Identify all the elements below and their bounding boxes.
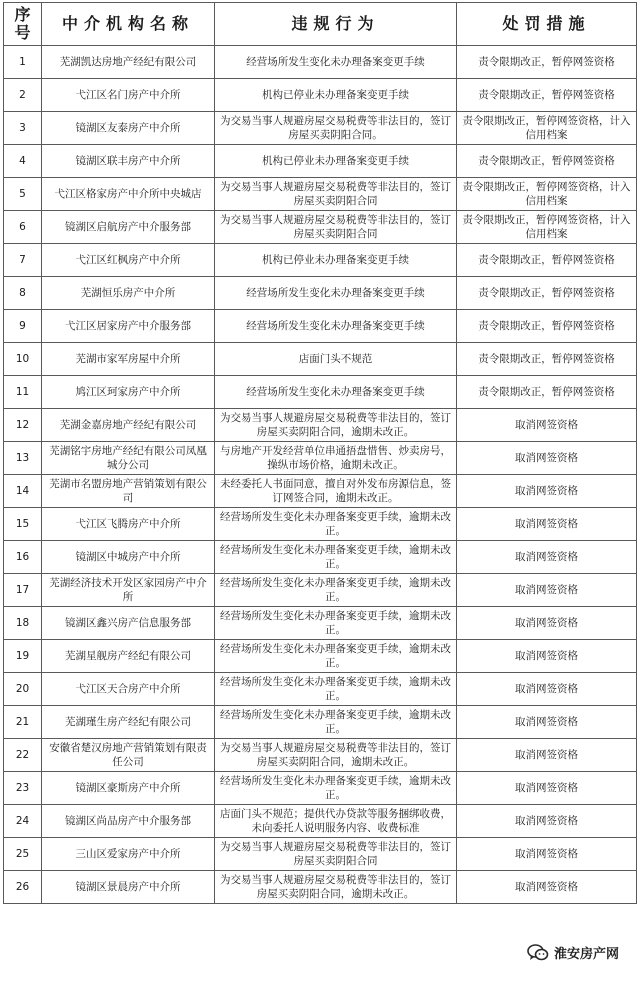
- row-agency-name: 弋江区格家房产中介所中央城店: [42, 178, 215, 211]
- header-serial-line2: 号: [14, 23, 31, 42]
- row-serial-number: 7: [4, 244, 42, 277]
- row-violation: 经营场所发生变化未办理备案变更手续: [215, 277, 457, 310]
- row-violation: 为交易当事人规避房屋交易税费等非法目的，签订房屋买卖阴阳合同，逾期未改正。: [215, 871, 457, 904]
- row-violation: 为交易当事人规避房屋交易税费等非法目的，签订房屋买卖阴阳合同: [215, 838, 457, 871]
- table-row: [4, 244, 637, 277]
- table-row: [4, 739, 637, 772]
- row-agency-name: 弋江区居家房产中介服务部: [42, 310, 215, 343]
- row-penalty: 取消网签资格: [457, 838, 637, 871]
- row-penalty: 责令限期改正，暂停网签资格: [457, 244, 637, 277]
- table-row: [4, 145, 637, 178]
- row-agency-name: 芜湖恒乐房产中介所: [42, 277, 215, 310]
- row-penalty: 责令限期改正，暂停网签资格，计入信用档案: [457, 211, 637, 244]
- table-row: [4, 772, 637, 805]
- row-serial-number: 21: [4, 706, 42, 739]
- row-violation: 为交易当事人规避房屋交易税费等非法目的，签订房屋买卖阴阳合同，逾期未改正。: [215, 409, 457, 442]
- row-serial-number: 4: [4, 145, 42, 178]
- row-agency-name: 镜湖区中城房产中介所: [42, 541, 215, 574]
- table-row: [4, 673, 637, 706]
- row-penalty: 取消网签资格: [457, 871, 637, 904]
- row-violation: 经营场所发生变化未办理备案变更手续，逾期未改正。: [215, 706, 457, 739]
- row-penalty: 取消网签资格: [457, 508, 637, 541]
- row-violation: 店面门头不规范；提供代办贷款等服务捆绑收费，未向委托人说明服务内容、收费标准: [215, 805, 457, 838]
- row-penalty: 责令限期改正，暂停网签资格，计入信用档案: [457, 178, 637, 211]
- row-agency-name: 弋江区红枫房产中介所: [42, 244, 215, 277]
- row-serial-number: 26: [4, 871, 42, 904]
- row-penalty: 责令限期改正，暂停网签资格: [457, 79, 637, 112]
- watermark: [524, 942, 622, 963]
- row-violation: 经营场所发生变化未办理备案变更手续: [215, 310, 457, 343]
- row-agency-name: 芜湖星舰房产经纪有限公司: [42, 640, 215, 673]
- row-penalty: 责令限期改正，暂停网签资格: [457, 46, 637, 79]
- row-serial-number: 9: [4, 310, 42, 343]
- row-serial-number: 19: [4, 640, 42, 673]
- wechat-logo-icon: [527, 944, 549, 962]
- row-penalty: 责令限期改正，暂停网签资格: [457, 145, 637, 178]
- penalty-table: [3, 2, 637, 904]
- row-violation: 经营场所发生变化未办理备案变更手续，逾期未改正。: [215, 508, 457, 541]
- row-penalty: 取消网签资格: [457, 706, 637, 739]
- row-agency-name: 弋江区天合房产中介所: [42, 673, 215, 706]
- table-row: [4, 343, 637, 376]
- row-serial-number: 3: [4, 112, 42, 145]
- row-agency-name: 镜湖区豪斯房产中介所: [42, 772, 215, 805]
- row-serial-number: 13: [4, 442, 42, 475]
- row-violation: 经营场所发生变化未办理备案变更手续，逾期未改正。: [215, 574, 457, 607]
- row-serial-number: 11: [4, 376, 42, 409]
- table-row: [4, 79, 637, 112]
- row-agency-name: 三山区爱家房产中介所: [42, 838, 215, 871]
- row-penalty: 责令限期改正，暂停网签资格: [457, 310, 637, 343]
- row-violation: 机构已停业未办理备案变更手续: [215, 145, 457, 178]
- row-agency-name: 芜湖金嘉房地产经纪有限公司: [42, 409, 215, 442]
- row-violation: 店面门头不规范: [215, 343, 457, 376]
- row-serial-number: 12: [4, 409, 42, 442]
- row-serial-number: 15: [4, 508, 42, 541]
- header-row: [4, 3, 637, 46]
- row-penalty: 取消网签资格: [457, 541, 637, 574]
- row-agency-name: 镜湖区启航房产中介服务部: [42, 211, 215, 244]
- row-violation: 与房地产开发经营单位串通捂盘惜售、炒卖房号，操纵市场价格，逾期未改正。: [215, 442, 457, 475]
- row-penalty: 责令限期改正，暂停网签资格: [457, 376, 637, 409]
- row-serial-number: 5: [4, 178, 42, 211]
- row-serial-number: 25: [4, 838, 42, 871]
- row-serial-number: 20: [4, 673, 42, 706]
- row-agency-name: 芜湖铭宇房地产经纪有限公司凤凰城分公司: [42, 442, 215, 475]
- row-violation: 经营场所发生变化未办理备案变更手续，逾期未改正。: [215, 541, 457, 574]
- row-penalty: 取消网签资格: [457, 673, 637, 706]
- table-row: [4, 805, 637, 838]
- row-violation: 经营场所发生变化未办理备案变更手续，逾期未改正。: [215, 673, 457, 706]
- header-agency-name: 中介机构名称: [42, 3, 215, 46]
- table-row: [4, 838, 637, 871]
- row-penalty: 取消网签资格: [457, 739, 637, 772]
- header-serial-number: [4, 3, 42, 46]
- table-row: [4, 475, 637, 508]
- table-row: [4, 277, 637, 310]
- row-serial-number: 16: [4, 541, 42, 574]
- row-violation: 为交易当事人规避房屋交易税费等非法目的，签订房屋买卖阴阳合同: [215, 211, 457, 244]
- row-agency-name: 弋江区名门房产中介所: [42, 79, 215, 112]
- row-penalty: 取消网签资格: [457, 640, 637, 673]
- row-serial-number: 18: [4, 607, 42, 640]
- row-penalty: 取消网签资格: [457, 805, 637, 838]
- row-serial-number: 23: [4, 772, 42, 805]
- row-serial-number: 8: [4, 277, 42, 310]
- row-penalty: 责令限期改正，暂停网签资格: [457, 277, 637, 310]
- row-serial-number: 14: [4, 475, 42, 508]
- table-row: [4, 442, 637, 475]
- row-agency-name: 安徽省楚汉房地产营销策划有限责任公司: [42, 739, 215, 772]
- row-agency-name: 镜湖区联丰房产中介所: [42, 145, 215, 178]
- row-violation: 经营场所发生变化未办理备案变更手续，逾期未改正。: [215, 640, 457, 673]
- table-row: [4, 310, 637, 343]
- table-row: [4, 607, 637, 640]
- row-agency-name: 弋江区飞腾房产中介所: [42, 508, 215, 541]
- table-row: [4, 871, 637, 904]
- table-row: [4, 409, 637, 442]
- row-serial-number: 22: [4, 739, 42, 772]
- row-serial-number: 1: [4, 46, 42, 79]
- row-agency-name: 芜湖凯达房地产经纪有限公司: [42, 46, 215, 79]
- row-penalty: 取消网签资格: [457, 475, 637, 508]
- row-penalty: 取消网签资格: [457, 574, 637, 607]
- table-row: [4, 508, 637, 541]
- row-violation: 经营场所发生变化未办理备案变更手续，逾期未改正。: [215, 607, 457, 640]
- row-violation: 经营场所发生变化未办理备案变更手续，逾期未改正。: [215, 772, 457, 805]
- row-agency-name: 镜湖区尚品房产中介服务部: [42, 805, 215, 838]
- table-row: [4, 112, 637, 145]
- table-row: [4, 376, 637, 409]
- row-penalty: 取消网签资格: [457, 442, 637, 475]
- header-serial-line1: 序: [14, 5, 31, 24]
- table-body: [4, 46, 637, 904]
- row-penalty: 取消网签资格: [457, 772, 637, 805]
- row-violation: 机构已停业未办理备案变更手续: [215, 244, 457, 277]
- row-violation: 为交易当事人规避房屋交易税费等非法目的，签订房屋买卖阴阳合同。: [215, 112, 457, 145]
- table-row: [4, 46, 637, 79]
- table-row: [4, 574, 637, 607]
- row-agency-name: 芜湖市家军房屋中介所: [42, 343, 215, 376]
- row-violation: 为交易当事人规避房屋交易税费等非法目的，签订房屋买卖阴阳合同: [215, 178, 457, 211]
- row-agency-name: 芜湖瑾生房产经纪有限公司: [42, 706, 215, 739]
- row-violation: 机构已停业未办理备案变更手续: [215, 79, 457, 112]
- row-serial-number: 17: [4, 574, 42, 607]
- table-row: [4, 541, 637, 574]
- row-agency-name: 芜湖市名盟房地产营销策划有限公司: [42, 475, 215, 508]
- row-agency-name: 芜湖经济技术开发区家园房产中介所: [42, 574, 215, 607]
- row-serial-number: 10: [4, 343, 42, 376]
- row-serial-number: 2: [4, 79, 42, 112]
- header-violation: 违规行为: [215, 3, 457, 46]
- row-agency-name: 镜湖区友泰房产中介所: [42, 112, 215, 145]
- row-agency-name: 鸠江区珂家房产中介所: [42, 376, 215, 409]
- row-penalty: 责令限期改正，暂停网签资格，计入信用档案: [457, 112, 637, 145]
- watermark-text: 淮安房产网: [553, 947, 619, 962]
- row-penalty: 取消网签资格: [457, 409, 637, 442]
- row-violation: 经营场所发生变化未办理备案变更手续: [215, 376, 457, 409]
- header-penalty: 处罚措施: [457, 3, 637, 46]
- table-row: [4, 706, 637, 739]
- row-violation: 经营场所发生变化未办理备案变更手续: [215, 46, 457, 79]
- row-agency-name: 镜湖区景晨房产中介所: [42, 871, 215, 904]
- row-agency-name: 镜湖区鑫兴房产信息服务部: [42, 607, 215, 640]
- row-penalty: 责令限期改正，暂停网签资格: [457, 343, 637, 376]
- table-row: [4, 178, 637, 211]
- row-serial-number: 6: [4, 211, 42, 244]
- table-row: [4, 640, 637, 673]
- table-row: [4, 211, 637, 244]
- row-violation: 为交易当事人规避房屋交易税费等非法目的，签订房屋买卖阴阳合同，逾期未改正。: [215, 739, 457, 772]
- row-penalty: 取消网签资格: [457, 607, 637, 640]
- row-violation: 未经委托人书面同意，擅自对外发布房源信息，签订网签合同，逾期未改正。: [215, 475, 457, 508]
- row-serial-number: 24: [4, 805, 42, 838]
